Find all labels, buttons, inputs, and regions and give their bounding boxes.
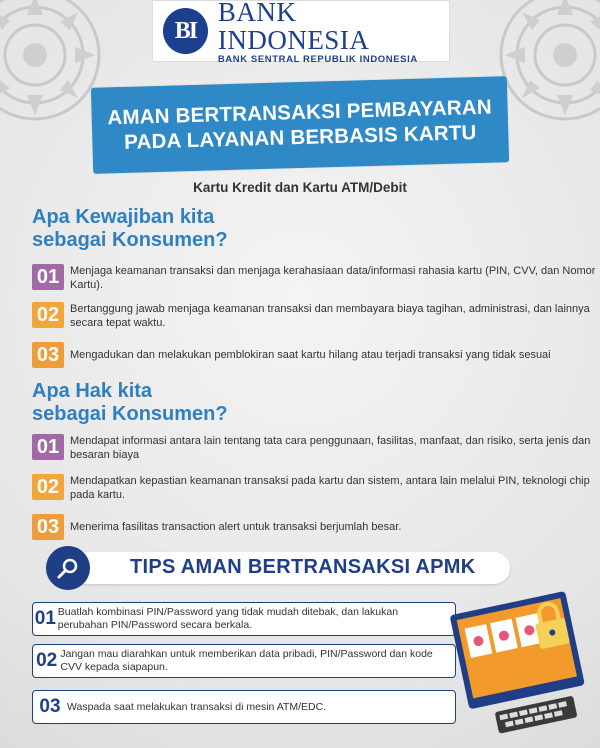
item-text: Menjaga keamanan transaksi dan menjaga kerahasiaan data/informasi rahasia kartu (PIN, CVV, dan Nomor Kartu). <box>70 265 596 291</box>
item-text: Mendapat informasi antara lain tentang tata cara penggunaan, fasilitas, manfaat, dan risiko, serta jenis dan besaran biaya <box>70 435 591 461</box>
rights-item <box>32 474 600 502</box>
tip-item <box>32 690 456 724</box>
item-number-badge: 02 <box>32 302 64 328</box>
logo-text <box>218 0 449 65</box>
tips-title: TIPS AMAN BERTRANSAKSI APMK <box>130 556 476 578</box>
item-text: Mendapatkan kepastian keamanan transaksi pada kartu dan sistem, antara lain melalui PIN, teknologi chip pada kartu. <box>70 475 590 501</box>
logo-title: BANK INDONESIA <box>217 0 370 55</box>
bi-logo-mark-icon: BI <box>163 8 208 54</box>
obligation-item <box>32 342 600 368</box>
tip-number: 02 <box>36 650 58 671</box>
item-number-badge: 01 <box>32 264 64 290</box>
tip-text: Waspada saat melakukan transaksi di mesin ATM/EDC. <box>67 700 327 713</box>
obligations-heading: Apa Kewajiban kita sebagai Konsumen? <box>32 206 228 251</box>
tips-banner <box>46 552 510 584</box>
rights-item <box>32 514 600 540</box>
logo-subtitle: BANK SENTRAL REPUBLIK INDONESIA <box>217 53 418 65</box>
tip-text: Buatlah kombinasi PIN/Password yang tidak mudah ditebak, dan lakukan perubahan PIN/Password secara berkala. <box>57 606 399 631</box>
obligation-item <box>32 302 600 330</box>
item-text: Menerima fasilitas transaction alert untuk transaksi berjumlah besar. <box>70 521 402 533</box>
tip-item <box>32 644 456 678</box>
tip-number: 03 <box>39 696 61 717</box>
bank-indonesia-logo <box>152 0 450 65</box>
item-number-badge: 03 <box>32 342 64 368</box>
banner-line-1: AMAN BERTRANSAKSI PEMBAYARAN <box>107 95 493 130</box>
tip-number: 01 <box>34 608 56 629</box>
rights-item <box>32 434 600 462</box>
rights-heading: Apa Hak kita sebagai Konsumen? <box>32 380 228 425</box>
title-banner <box>92 82 508 168</box>
card-type-subtitle: Kartu Kredit dan Kartu ATM/Debit <box>193 180 407 195</box>
obligation-item <box>32 264 600 292</box>
tip-item <box>32 602 456 636</box>
item-text: Bertanggung jawab menjaga keamanan transaksi dan membayara biaya tagihan, administrasi, dan lainnya secara tepat waktu. <box>70 303 590 329</box>
computer-security-illustration-icon <box>440 588 600 748</box>
item-text: Mengadukan dan melakukan pemblokiran saat kartu hilang atau terjadi transaksi yang tidak sesuai <box>70 349 551 361</box>
item-number-badge: 02 <box>32 474 64 500</box>
item-number-badge: 03 <box>32 514 64 540</box>
banner-line-2: PADA LAYANAN BERBASIS KARTU <box>123 121 477 154</box>
search-icon <box>46 546 90 590</box>
item-number-badge: 01 <box>32 434 64 460</box>
tip-text: Jangan mau diarahkan untuk memberikan data pribadi, PIN/Password dan kode CVV kepada siapapun. <box>60 648 433 673</box>
